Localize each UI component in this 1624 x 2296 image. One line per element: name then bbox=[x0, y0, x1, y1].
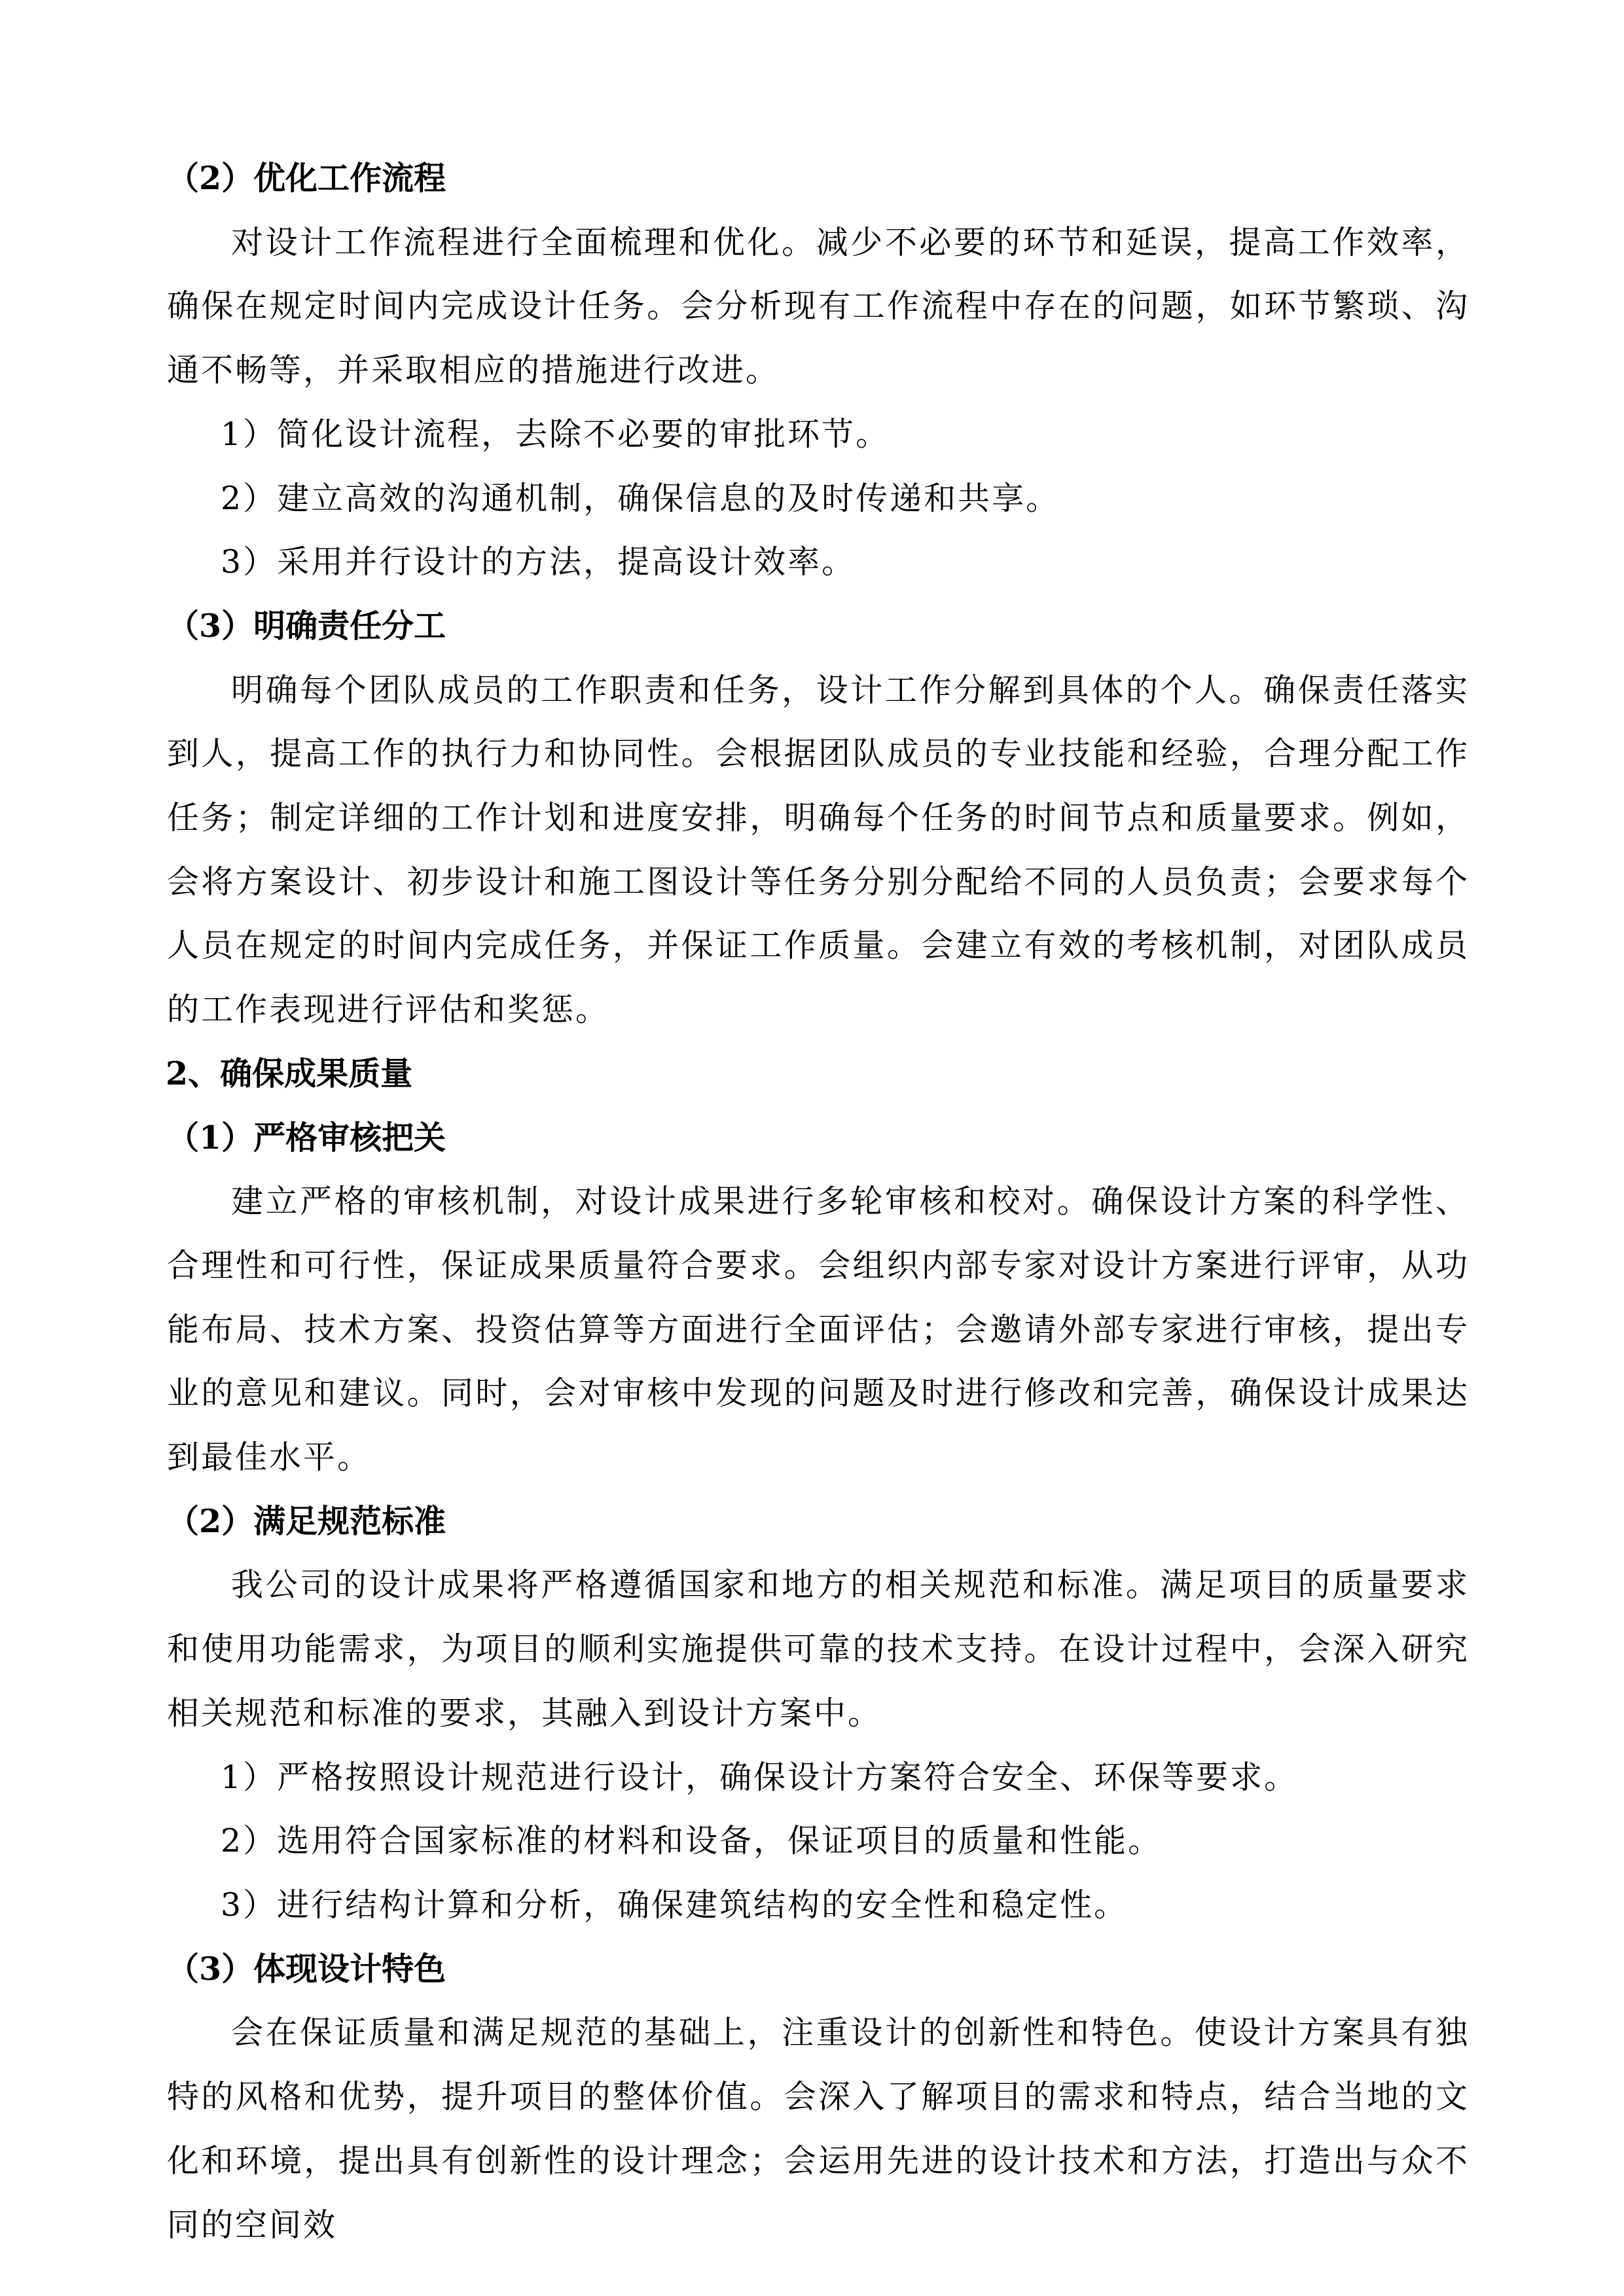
paragraph-optimize-workflow: 对设计工作流程进行全面梳理和优化。减少不必要的环节和延误，提高工作效率，确保在规定时间内完成设计任务。会分析现有工作流程中存在的问题，如环节繁琐、沟通不畅等，并采取相应的措施进行改进。 bbox=[167, 223, 1470, 389]
section-heading-standards: （2）满足规范标准 bbox=[167, 1501, 446, 1540]
list-item: 1）严格按照设计规范进行设计，确保设计方案符合安全、环保等要求。 bbox=[221, 1758, 1299, 1796]
list-item: 3）进行结构计算和分析，确保建筑结构的安全性和稳定性。 bbox=[221, 1886, 1128, 1924]
paragraph-standards: 我公司的设计成果将严格遵循国家和地方的相关规范和标准。满足项目的质量要求和使用功能需求，为项目的顺利实施提供可靠的技术支持。在设计过程中，会深入研究相关规范和标准的要求，其融入到设计方案中。 bbox=[167, 1566, 1470, 1732]
list-item: 3）采用并行设计的方法，提高设计效率。 bbox=[221, 543, 856, 581]
list-item: 2）选用符合国家标准的材料和设备，保证项目的质量和性能。 bbox=[221, 1822, 1163, 1860]
section-heading-optimize-workflow: （2）优化工作流程 bbox=[167, 159, 446, 197]
list-item: 2）建立高效的沟通机制，确保信息的及时传递和共享。 bbox=[221, 479, 1060, 517]
paragraph-responsibility: 明确每个团队成员的工作职责和任务，设计工作分解到具体的个人。确保责任落实到人，提高工作的执行力和协同性。会根据团队成员的专业技能和经验，合理分配工作任务；制定详细的工作计划和进度安排，明确每个任务的时间节点和质量要求。例如，会将方案设计、初步设计和施工图设计等任务分别分配给不同的人员负责；会要求每个人员在规定的时间内完成任务，并保证工作质量。会建立有效的考核机制，对团队成员的工作表现进行评估和奖惩。 bbox=[167, 671, 1470, 1029]
list-item: 1）简化设计流程，去除不必要的审批环节。 bbox=[221, 415, 890, 453]
paragraph-strict-review: 建立严格的审核机制，对设计成果进行多轮审核和校对。确保设计方案的科学性、合理性和可行性，保证成果质量符合要求。会组织内部专家对设计方案进行评审，从功能布局、技术方案、投资估算等方面进行全面评估；会邀请外部专家进行审核，提出专业的意见和建议。同时，会对审核中发现的问题及时进行修改和完善，确保设计成果达到最佳水平。 bbox=[167, 1183, 1470, 1477]
section-heading-design-features: （3）体现设计特色 bbox=[167, 1949, 446, 1988]
paragraph-design-features: 会在保证质量和满足规范的基础上，注重设计的创新性和特色。使设计方案具有独特的风格和优势，提升项目的整体价值。会深入了解项目的需求和特点，结合当地的文化和环境，提出具有创新性的设计理念；会运用先进的设计技术和方法，打造出与众不同的空间效 bbox=[167, 2014, 1470, 2244]
section-heading-strict-review: （1）严格审核把关 bbox=[167, 1118, 446, 1157]
chapter-heading-quality: 2、确保成果质量 bbox=[166, 1054, 413, 1092]
document-page bbox=[167, 147, 1470, 2257]
section-heading-responsibility: （3）明确责任分工 bbox=[167, 606, 446, 645]
